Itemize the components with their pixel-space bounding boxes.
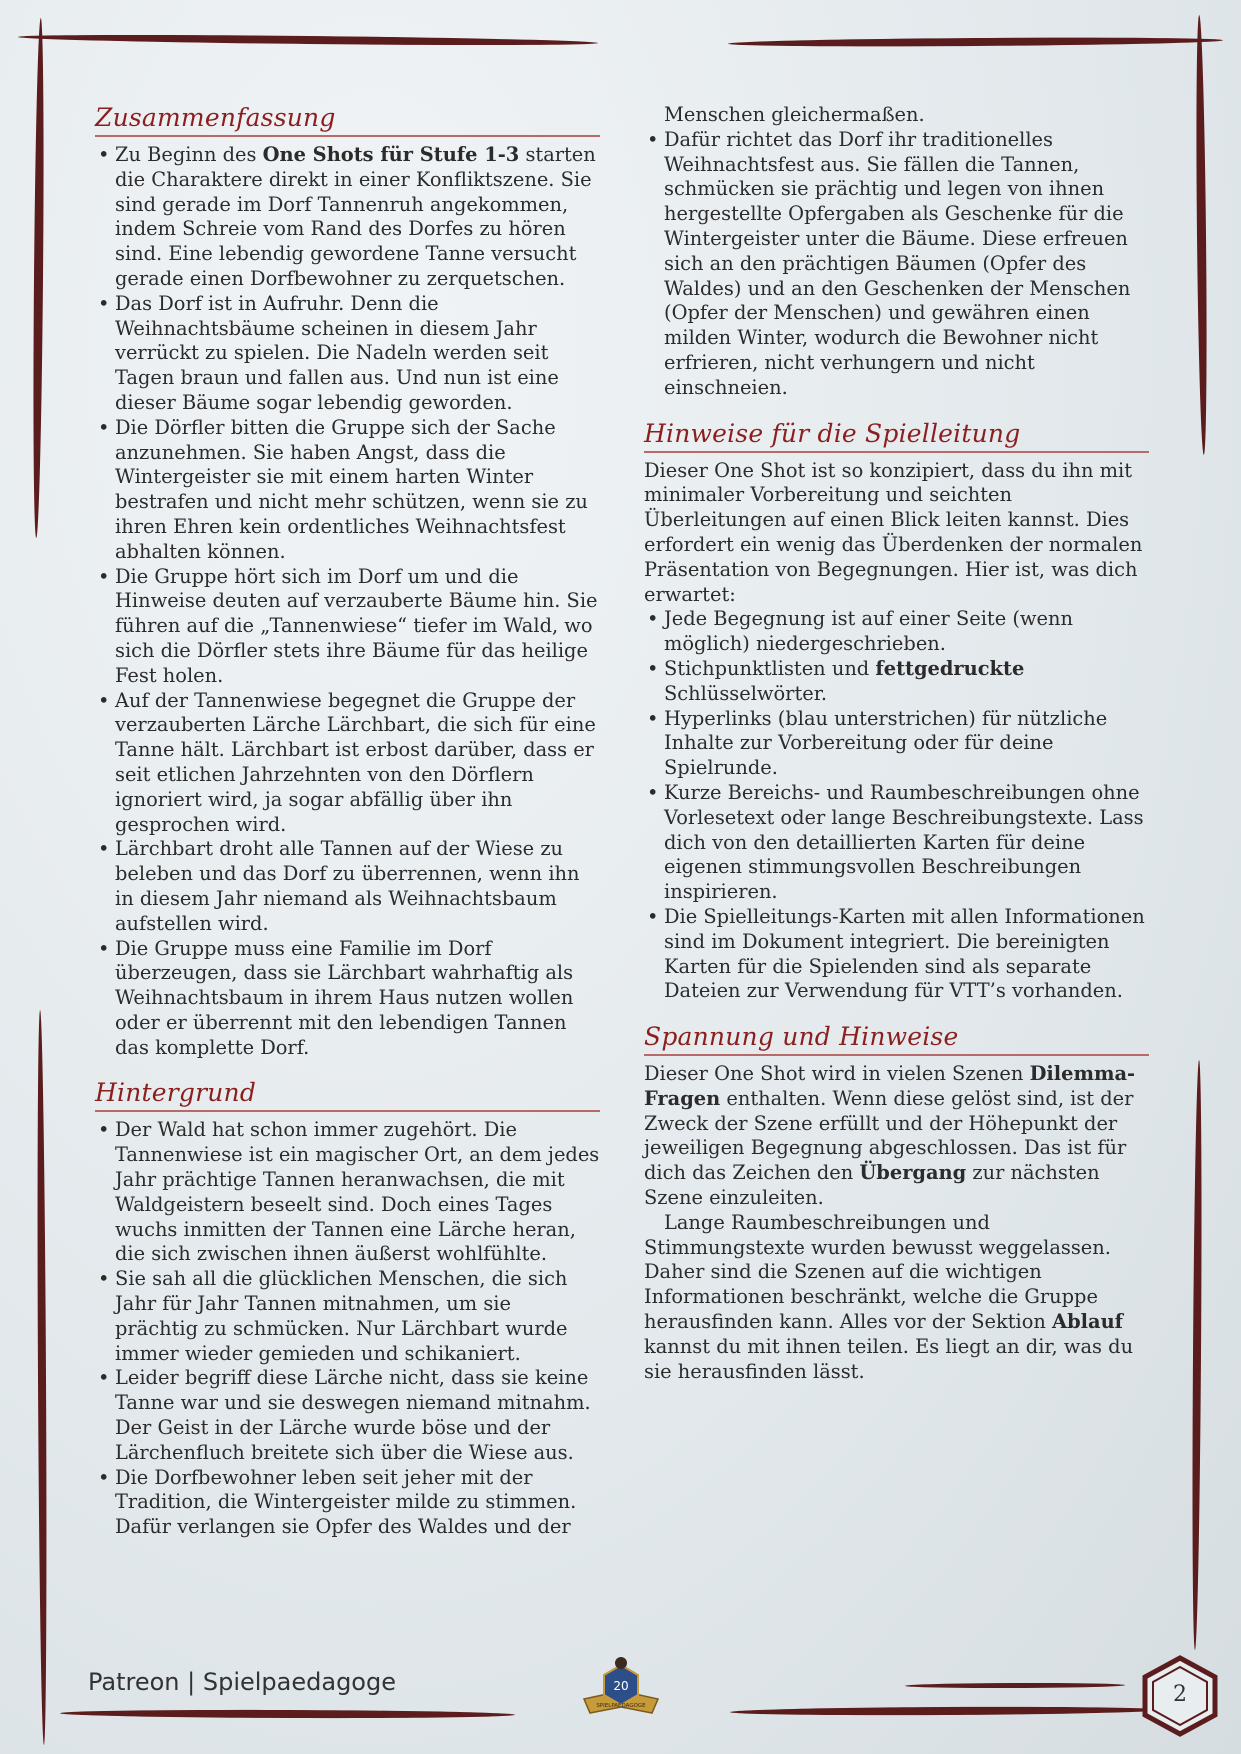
hint-item: • Hyperlinks (blau unterstrichen) für nützliche Inhalte zur Vorbereitung oder für deine Spielrunde. xyxy=(644,707,1149,781)
hint-item: • Kurze Bereichs- und Raumbeschreibungen ohne Vorlesetext oder lange Beschreibungstexte. Lass dich von den detaillierten Karten für deine eigenen stimmungsvollen Beschreibungen inspirieren. xyxy=(644,781,1149,905)
left-column xyxy=(95,103,600,1540)
summary-item: • Die Gruppe muss eine Familie im Dorf überzeugen, dass sie Lärchbart wahrhaftig als Weihnachtsbaum in ihrem Haus nutzen wollen oder er überrennt mit den lebendigen Tannen das komplette Dorf. xyxy=(95,937,600,1061)
summary-item: • Die Dörfler bitten die Gruppe sich der Sache anzunehmen. Sie haben Angst, dass die Wintergeister sie mit einem harten Winter bestrafen und nicht mehr schützen, wenn sie zu ihren Ehren kein ordentliches Weihnachtsfest abhalten können. xyxy=(95,416,600,565)
hint-item: • Die Spielleitungs-Karten mit allen Informationen sind im Dokument integriert. Die bereinigten Karten für die Spielenden sind als separate Dateien zur Verwendung für VTT’s vorhanden. xyxy=(644,905,1149,1004)
tension-paragraph-2: Lange Raumbeschreibungen und Stimmungstexte wurden bewusst weggelassen. Daher sind die Szenen auf die wichtigen Informationen beschränkt, welche die Gruppe herausfinden kann. Alles vor der Sektion Ablauf kannst du mit ihnen teilen. Es liegt an dir, was du sie herausfinden lässt. xyxy=(644,1210,1134,1383)
frame-right-top-stroke xyxy=(1195,15,1209,455)
frame-left-bottom-stroke xyxy=(36,1010,48,1745)
background-item: • Der Wald hat schon immer zugehört. Die Tannenwiese ist ein magischer Ort, an dem jedes Jahr prächtige Tannen heranwachsen, die mit Waldgeistern beseelt sind. Doch eines Tages wuchs inmitten der Tannen eine Lärche heran, die sich zwischen ihnen äußerst wohlfühlte. xyxy=(95,1118,600,1267)
background-item: • Leider begriff diese Lärche nicht, dass sie keine Tanne war und sie deswegen niemand mitnahm. Der Geist in der Lärche wurde böse und der Lärchenfluch breitete sich über die Wiese aus. xyxy=(95,1366,600,1465)
gm-intro: Dieser One Shot ist so konzipiert, dass du ihn mit minimaler Vorbereitung und seichten Überleitungen auf einen Blick leiten kannst. Dies erfordert ein wenig das Überdenken der normalen Präsentation von Begegnungen. Hier ist, was dich erwartet: xyxy=(644,458,1143,606)
heading-tension: Spannung und Hinweise xyxy=(644,1022,1149,1056)
background-item: • Die Dorfbewohner leben seit jeher mit der Tradition, die Wintergeister milde zu stimmen. Dafür verlangen sie Opfer des Waldes und der xyxy=(95,1466,600,1540)
svg-text:SPIELPAEDAGOGE: SPIELPAEDAGOGE xyxy=(596,1703,646,1709)
frame-right-bottom-stroke xyxy=(1191,1060,1203,1650)
background-item: • Sie sah all die glücklichen Menschen, die sich Jahr für Jahr Tannen mitnahmen, um sie prächtig zu schmücken. Nur Lärchbart wurde immer wieder gemieden und schikaniert. xyxy=(95,1267,600,1366)
summary-item: • Zu Beginn des One Shots für Stufe 1-3 starten die Charaktere direkt in einer Konfliktszene. Sie sind gerade im Dorf Tannenruh angekommen, indem Schreie vom Rand des Dorfes zu hören sind. Eine lebendig gewordene Tanne versucht gerade einen Dorfbewohner zu zerquetschen. xyxy=(95,143,600,292)
logo-emblem-icon xyxy=(578,1655,664,1727)
page-number-badge xyxy=(1141,1655,1219,1737)
bold-keyword: fettgedruckte xyxy=(875,656,1025,680)
summary-item: • Das Dorf ist in Aufruhr. Denn die Weihnachtsbäume scheinen in diesem Jahr verrückt zu spielen. Die Nadeln werden seit Tagen braun und fallen aus. Und nun ist eine dieser Bäume sogar lebendig geworden. xyxy=(95,292,600,416)
heading-background: Hintergrund xyxy=(95,1078,600,1112)
background-list-continued xyxy=(644,128,1149,401)
frame-left-top-stroke xyxy=(32,18,46,538)
summary-item: • Die Gruppe hört sich im Dorf um und die Hinweise deuten auf verzauberte Bäume hin. Sie führen auf die „Tannenwiese“ tiefer im Wald, wo sich die Dörfler stets ihre Bäume für das heilige Fest holen. xyxy=(95,565,600,689)
bold-keyword: Übergang xyxy=(859,1161,967,1185)
bold-keyword: Dilemma-Fragen xyxy=(644,1062,1136,1110)
right-column xyxy=(644,103,1149,1384)
heading-summary: Zusammenfassung xyxy=(95,103,600,137)
background-list xyxy=(95,1118,600,1540)
page-number: 2 xyxy=(1173,1682,1187,1707)
tension-paragraph-1: Dieser One Shot wird in vielen Szenen Dilemma-Fragen enthalten. Wenn diese gelöst sind, ist der Zweck der Szene erfüllt und der Höhepunkt der jeweiligen Begegnung abgeschlossen. Das ist für dich das Zeichen den Übergang zur nächsten Szene einzuleiten. xyxy=(644,1062,1136,1210)
bold-keyword: One Shots für Stufe 1-3 xyxy=(262,143,520,166)
footer-brand: Patreon | Spielpaedagoge xyxy=(88,1668,396,1696)
summary-item: • Lärchbart droht alle Tannen auf der Wiese zu beleben und das Dorf zu überrennen, wenn ihn in diesem Jahr niemand als Weihnachtsbaum aufstellen wird. xyxy=(95,837,600,936)
frame-top-left-stroke xyxy=(18,33,598,47)
background-item: • Dafür richtet das Dorf ihr traditionelles Weihnachtsfest aus. Sie fällen die Tannen, schmücken sie prächtig und legen von ihnen hergestellte Opfergaben als Geschenke für die Wintergeister unter die Bäume. Diese erfreuen sich an den prächtigen Bäumen (Opfer des Waldes) und an den Geschenken der Menschen (Opfer der Menschen) und gewähren einen milden Winter, wodurch die Bewohner nicht erfrieren, nicht verhungern und nicht einschneien. xyxy=(644,128,1149,401)
hints-list xyxy=(644,607,1149,1004)
frame-bottom-right-stroke xyxy=(730,1706,1160,1716)
continuation-text: Menschen gleichermaßen. xyxy=(664,103,925,126)
svg-text:20: 20 xyxy=(613,1679,629,1693)
heading-gm-notes: Hinweise für die Spielleitung xyxy=(644,419,1149,453)
frame-bottom-right-short-stroke xyxy=(905,1683,1125,1689)
bold-keyword: Ablauf xyxy=(1052,1310,1124,1334)
frame-bottom-left-stroke xyxy=(60,1709,515,1719)
summary-item: • Auf der Tannenwiese begegnet die Gruppe der verzauberten Lärche Lärchbart, die sich für eine Tanne hält. Lärchbart ist erbost darüber, dass er seit etlichen Jahrzehnten von den Dörflern ignoriert wird, ja sogar abfällig über ihn gesprochen wird. xyxy=(95,689,600,838)
spielpaedagoge-logo xyxy=(578,1655,664,1727)
hint-item: • Jede Begegnung ist auf einer Seite (wenn möglich) niedergeschrieben. xyxy=(644,607,1149,657)
frame-top-right-stroke xyxy=(728,36,1223,47)
summary-list xyxy=(95,143,600,1060)
hint-item: • Stichpunktlisten und fettgedruckte Schlüsselwörter. xyxy=(644,657,1149,707)
